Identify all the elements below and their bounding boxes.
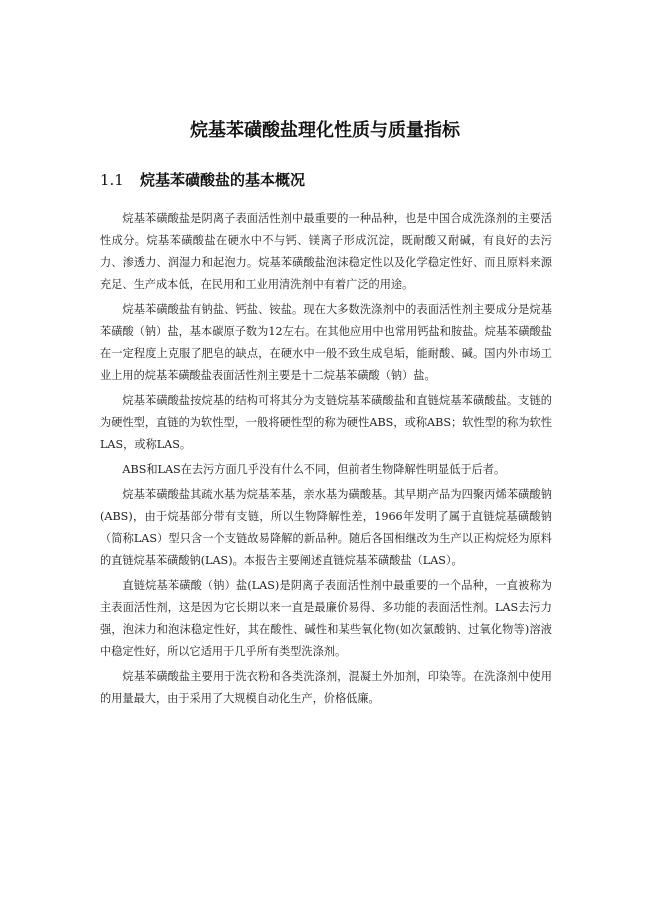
section-heading — [100, 168, 560, 192]
paragraph-6: 直链烷基苯磺酸（钠）盐(LAS)是阴离子表面活性剂中最重要的一个品种，一直被称为主表面活性剂，这是因为它长期以来一直是最廉价易得、多功能的表面活性剂。LAS去污力强，泡沫力和泡沫稳定性好，其在酸性、碱性和某些氧化物(如次氯酸钠、过氧化物等)溶液中稳定性好，所以它适用于几乎所有类型洗涤剂。 — [100, 579, 552, 658]
section-body — [100, 208, 552, 713]
section-title: 烷基苯磺酸盐的基本概况 — [140, 171, 306, 189]
paragraph-3: 烷基苯磺酸盐按烷基的结构可将其分为支链烷基苯磺酸盐和直链烷基苯磺酸盐。支链的为硬性型，直链的为软性型，一般将硬性型的称为硬性ABS，或称ABS；软性型的称为软性LAS，或称LAS。 — [100, 394, 552, 451]
section-number: 1.1 — [100, 171, 124, 189]
document-title: 烷基苯磺酸盐理化性质与质量指标 — [190, 120, 460, 141]
paragraph-1: 烷基苯磺酸盐是阴离子表面活性剂中最重要的一种品种，也是中国合成洗涤剂的主要活性成分。烷基苯磺酸盐在硬水中不与钙、镁离子形成沉淀，既耐酸又耐碱，有良好的去污力、渗透力、润湿力和起泡力。烷基苯磺酸盐泡沫稳定性以及化学稳定性好、而且原料来源充足、生产成本低，在民用和工业用清洗剂中有着广泛的用途。 — [100, 212, 552, 291]
paragraph-5: 烷基苯磺酸盐其疏水基为烷基苯基，亲水基为磺酸基。其早期产品为四聚丙烯苯磺酸钠(ABS)，由于烷基部分带有支链，所以生物降解性差，1966年发明了属于直链烷基磺酸钠（简称LAS）型只含一个支链故易降解的新品种。随后各国相继改为生产以正构烷烃为原料的直链烷基苯磺酸钠(LAS)。本报告主要阐述直链烷基苯磺酸盐（LAS）。 — [100, 488, 552, 567]
paragraph-7: 烷基苯磺酸盐主要用于洗衣粉和各类洗涤剂，混凝土外加剂，印染等。在洗涤剂中使用的用量最大，由于采用了大规模自动化生产，价格低廉。 — [100, 670, 552, 705]
paragraph-2: 烷基苯磺酸盐有钠盐、钙盐、铵盐。现在大多数洗涤剂中的表面活性剂主要成分是烷基苯磺酸（钠）盐，基本碳原子数为12左右。在其他应用中也常用钙盐和胺盐。烷基苯磺酸盐在一定程度上克服了肥皂的缺点，在硬水中一般不致生成皂垢，能耐酸、碱。国内外市场工业上用的烷基苯磺酸盐表面活性剂主要是十二烷基苯磺酸（钠）盐。 — [100, 303, 552, 382]
paragraph-4: ABS和LAS在去污方面几乎没有什么不同，但前者生物降解性明显低于后者。 — [122, 463, 506, 476]
